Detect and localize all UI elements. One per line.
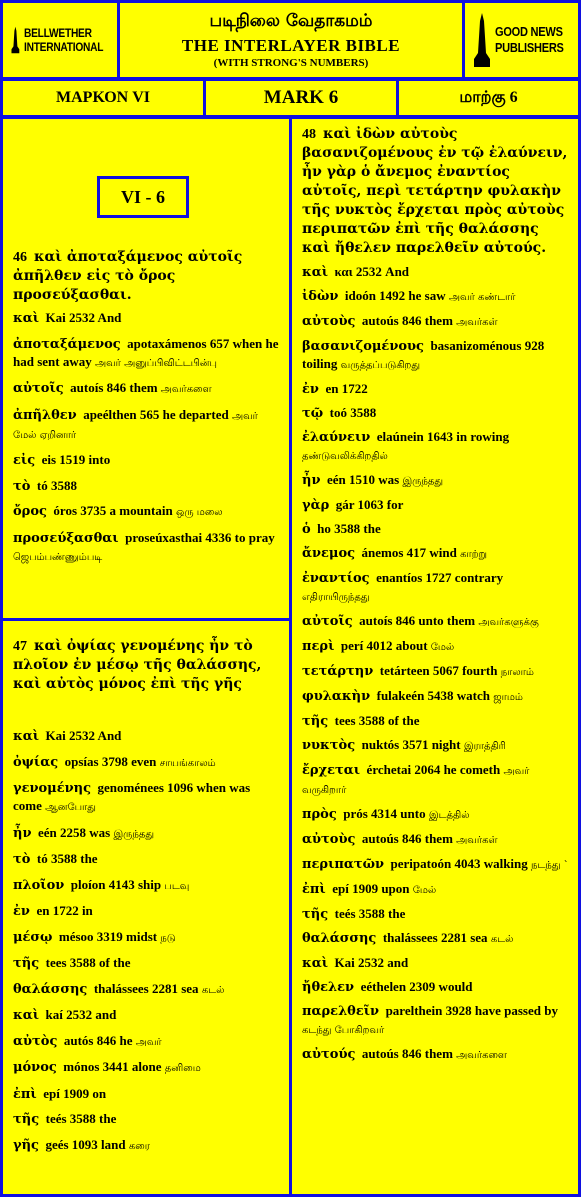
gloss: gár 1063 for bbox=[335, 497, 404, 512]
greek-word: αὐτοῖς bbox=[302, 614, 353, 629]
word-entry bbox=[302, 569, 570, 606]
verse-text: 48 καὶ ἰδὼν αὐτοὺς βασανιζομένους ἐν τῷ ἐλαύνειν, ἦν γὰρ ὁ ἄνεμος ἐναντίος αὐτοῖς, περὶ τετάρτην φυλακὴν τῆς νυκτὸς ἔρχεται πρὸς αὐτοὺς περιπατῶν ἐπὶ τῆς θαλάσσης καὶ ἤθελεν παρελθεῖν αὐτούς. bbox=[302, 126, 568, 256]
gloss: elaúnein 1643 in rowing bbox=[376, 429, 510, 444]
greek-word: ἰδὼν bbox=[302, 289, 339, 304]
panel-verse-47 bbox=[3, 621, 289, 1194]
gloss: apeélthen 565 he departed bbox=[83, 406, 229, 422]
word-entry bbox=[302, 496, 570, 514]
tamil-gloss: படவு bbox=[164, 880, 190, 892]
word-entry bbox=[13, 1006, 281, 1024]
gloss: tetárteen 5067 fourth bbox=[379, 663, 498, 678]
gloss: mónos 3441 alone bbox=[63, 1059, 162, 1074]
greek-word: ἐν bbox=[13, 904, 30, 919]
word-entry bbox=[302, 905, 570, 923]
greek-word: περιπατῶν bbox=[302, 857, 385, 872]
tamil-gloss: நாலாம் bbox=[500, 667, 534, 678]
title-block bbox=[120, 3, 462, 77]
tamil-gloss: அவர் bbox=[135, 1036, 162, 1048]
word-entry bbox=[13, 406, 281, 444]
gloss: autoís 846 unto them bbox=[359, 613, 476, 628]
word-entry bbox=[302, 263, 570, 281]
gloss: érchetai 2064 he cometh bbox=[366, 762, 501, 777]
title-subtitle: (WITH STRONG'S NUMBERS) bbox=[213, 57, 369, 69]
word-entry bbox=[302, 544, 570, 563]
gloss: epí 1909 upon bbox=[332, 881, 410, 896]
gloss: eéthelen 2309 would bbox=[360, 979, 473, 994]
gloss: ánemos 417 wind bbox=[361, 545, 457, 560]
word-entry bbox=[13, 309, 281, 327]
word-entry bbox=[302, 929, 570, 948]
greek-word: αὐτοῖς bbox=[13, 381, 64, 396]
greek-word: ἐπὶ bbox=[302, 882, 326, 897]
word-entry bbox=[13, 876, 281, 895]
gloss: tees 3588 of the bbox=[334, 713, 420, 728]
word-list bbox=[13, 727, 281, 1162]
greek-word: μόνος bbox=[13, 1060, 57, 1075]
greek-word: ἦν bbox=[13, 825, 32, 841]
tamil-gloss: இடத்தில் bbox=[428, 810, 470, 821]
gloss: και 2532 And bbox=[334, 264, 410, 279]
word-entry bbox=[13, 779, 281, 816]
word-entry bbox=[13, 1032, 281, 1051]
gloss: ploíon 4143 ship bbox=[70, 876, 162, 892]
greek-word: ὀψίας bbox=[13, 754, 59, 770]
greek-word: τετάρτην bbox=[302, 664, 374, 679]
gloss: Kai 2532 And bbox=[45, 728, 122, 743]
word-entry bbox=[13, 502, 281, 521]
gloss: proseúxasthai 4336 to pray bbox=[125, 529, 275, 545]
gloss: autós 846 he bbox=[63, 1032, 133, 1048]
greek-word: ὄρος bbox=[13, 504, 47, 519]
tamil-gloss: அவர்களுக்கு bbox=[478, 617, 539, 628]
greek-word: καὶ bbox=[13, 1008, 40, 1023]
gloss: teés 3588 the bbox=[45, 1111, 117, 1126]
greek-word: γὰρ bbox=[302, 498, 330, 513]
monument-icon bbox=[473, 13, 491, 67]
word-entry bbox=[302, 687, 570, 706]
greek-word: μέσῳ bbox=[13, 929, 53, 945]
gloss: epí 1909 on bbox=[43, 1085, 107, 1101]
greek-word: ἀπῆλθεν bbox=[13, 407, 77, 423]
word-entry bbox=[13, 379, 281, 398]
tamil-gloss: அவர்கள் bbox=[456, 835, 498, 846]
gloss: toó 3588 bbox=[329, 405, 377, 420]
word-entry bbox=[13, 335, 281, 372]
gloss: thalássees 2281 sea bbox=[382, 930, 488, 945]
gloss: opsías 3798 even bbox=[64, 753, 157, 769]
gloss: eis 1519 into bbox=[41, 452, 111, 467]
panel-verse-46 bbox=[3, 119, 289, 618]
tamil-gloss: கடல் bbox=[201, 984, 225, 996]
logo-left-line2: INTERNATIONAL bbox=[23, 40, 104, 54]
greek-word: γενομένης bbox=[13, 781, 91, 796]
gloss: ho 3588 the bbox=[317, 521, 381, 536]
greek-word: τῆς bbox=[13, 1112, 40, 1127]
tamil-gloss: அவர்களை bbox=[160, 384, 212, 395]
greek-word: ἀποταξάμενος bbox=[13, 336, 121, 352]
word-entry bbox=[302, 830, 570, 849]
gloss: autoús 846 them bbox=[361, 831, 453, 846]
tamil-gloss: அவர் மேல் ஏறினார் bbox=[13, 410, 258, 441]
greek-word: προσεύξασθαι bbox=[13, 530, 119, 546]
gloss: parelthein 3928 have passed by bbox=[385, 1003, 558, 1018]
tamil-gloss: ஆனபோது bbox=[45, 802, 96, 813]
tamil-gloss: இருந்தது bbox=[402, 476, 444, 487]
gloss: tó 3588 the bbox=[36, 851, 98, 866]
greek-word: τὸ bbox=[13, 852, 31, 867]
book-tamil bbox=[399, 81, 578, 115]
word-entry bbox=[13, 980, 281, 999]
gloss: autoús 846 them bbox=[361, 313, 453, 328]
tamil-gloss: அவர் கண்டார் bbox=[448, 292, 516, 303]
greek-word: αὐτούς bbox=[302, 1047, 356, 1062]
greek-word: ἐναντίος bbox=[302, 571, 370, 586]
gloss: enantíos 1727 contrary bbox=[376, 570, 504, 585]
tamil-gloss: காற்று bbox=[460, 549, 487, 560]
gloss: basanizoménous 928 toiling bbox=[302, 338, 545, 371]
word-entry bbox=[13, 1085, 281, 1103]
gloss: óros 3735 a mountain bbox=[53, 503, 173, 518]
word-entry bbox=[302, 312, 570, 331]
word-entry bbox=[13, 1058, 281, 1077]
word-entry bbox=[13, 753, 281, 772]
gloss: autoís 846 them bbox=[70, 380, 158, 395]
greek-word: αὐτοὺς bbox=[302, 832, 356, 847]
word-entry bbox=[302, 978, 570, 996]
book-english bbox=[206, 81, 396, 115]
gloss: genoménees 1096 when was come bbox=[13, 780, 251, 813]
word-list bbox=[302, 263, 570, 1070]
gloss: kaí 2532 and bbox=[45, 1007, 117, 1022]
word-entry bbox=[302, 380, 570, 398]
tamil-gloss: ஒரு மலை bbox=[175, 507, 223, 518]
tamil-gloss: கடல் bbox=[490, 934, 514, 945]
book-tamil-label: மாற்கு 6 bbox=[459, 89, 518, 106]
word-entry bbox=[302, 428, 570, 465]
greek-word: ἐλαύνειν bbox=[302, 430, 371, 445]
greek-word: περὶ bbox=[302, 639, 335, 654]
tamil-gloss: ஜாமம் bbox=[493, 692, 523, 703]
word-entry bbox=[13, 954, 281, 972]
tamil-gloss: இருந்தது bbox=[113, 828, 155, 840]
greek-word: φυλακὴν bbox=[302, 689, 371, 704]
word-entry bbox=[302, 736, 570, 755]
greek-word: ἐπὶ bbox=[13, 1086, 37, 1102]
word-entry bbox=[13, 850, 281, 868]
word-entry bbox=[302, 637, 570, 656]
tamil-gloss: தண்டுவலிக்கிறதில் bbox=[302, 451, 388, 462]
book-english-label: MARK 6 bbox=[263, 87, 339, 108]
tamil-gloss: அவர் அனுப்பிவிட்டபின்பு bbox=[95, 357, 217, 369]
greek-word: πλοῖον bbox=[13, 877, 65, 893]
greek-word: παρελθεῖν bbox=[302, 1004, 380, 1019]
book-greek bbox=[3, 81, 203, 115]
greek-word: τῆς bbox=[302, 907, 329, 922]
word-entry bbox=[302, 612, 570, 631]
gloss: peripatoón 4043 walking bbox=[390, 856, 528, 871]
greek-word: θαλάσσης bbox=[302, 931, 377, 946]
word-entry bbox=[302, 855, 570, 874]
gloss: nuktós 3571 night bbox=[361, 737, 461, 752]
greek-word: καὶ bbox=[302, 956, 329, 971]
tamil-gloss: மேல் bbox=[412, 885, 437, 896]
word-entry bbox=[13, 727, 281, 745]
tamil-gloss: நடந்து ` bbox=[531, 860, 569, 871]
title-tamil: படிநிலை வேதாகமம் bbox=[209, 11, 373, 31]
word-entry bbox=[302, 805, 570, 824]
gloss: fulakeén 5438 watch bbox=[376, 688, 491, 703]
word-entry bbox=[302, 287, 570, 306]
tamil-gloss: இராத்திரி bbox=[463, 741, 506, 752]
gloss: Kai 2532 and bbox=[334, 955, 409, 970]
tamil-gloss: கரை bbox=[128, 1140, 150, 1152]
greek-word: θαλάσσης bbox=[13, 981, 88, 997]
tamil-gloss: எதிராயிருந்தது bbox=[302, 592, 370, 603]
greek-word: τῷ bbox=[302, 406, 324, 421]
gloss: prós 4314 unto bbox=[343, 806, 426, 821]
gloss: Kai 2532 And bbox=[45, 310, 122, 325]
tamil-gloss: சாயங்காலம் bbox=[159, 757, 216, 769]
gloss: en 1722 in bbox=[36, 903, 93, 918]
word-entry bbox=[302, 471, 570, 490]
monument-icon bbox=[11, 13, 20, 67]
gloss: geés 1093 land bbox=[45, 1136, 126, 1152]
gloss: idoón 1492 he saw bbox=[344, 288, 446, 303]
panel-verse-48 bbox=[292, 119, 578, 1194]
greek-word: καὶ bbox=[13, 729, 40, 744]
greek-word: τῆς bbox=[13, 956, 40, 971]
gloss: eén 2258 was bbox=[37, 824, 111, 840]
word-entry bbox=[302, 954, 570, 972]
greek-word: τῆς bbox=[302, 714, 329, 729]
verse-text: 46 καὶ ἀποταξάμενος αὐτοῖς ἀπῆλθεν εἰς τὸ ὄρος προσεύξασθαι. bbox=[13, 249, 243, 303]
gloss: apotaxámenos 657 when he had sent away bbox=[13, 335, 279, 369]
tamil-gloss: கடந்து போகிறவர் bbox=[302, 1025, 385, 1036]
greek-word: εἰς bbox=[13, 453, 36, 468]
logo-left-line1: BELLWETHER bbox=[23, 26, 92, 40]
tamil-gloss: மேல் bbox=[430, 642, 455, 653]
greek-word: νυκτὸς bbox=[302, 738, 356, 753]
word-entry bbox=[13, 1136, 281, 1155]
word-entry bbox=[302, 662, 570, 681]
greek-word: ἤθελεν bbox=[302, 980, 355, 995]
gloss: tees 3588 of the bbox=[45, 955, 131, 970]
section-label: VI - 6 bbox=[97, 176, 189, 218]
word-entry bbox=[302, 761, 570, 799]
tamil-gloss: அவர் வருகிறார் bbox=[302, 766, 530, 796]
word-entry bbox=[13, 1110, 281, 1128]
gloss: autoús 846 them bbox=[361, 1046, 453, 1061]
word-entry bbox=[13, 824, 281, 843]
greek-word: αὐτοὺς bbox=[302, 314, 356, 329]
gloss: en 1722 bbox=[325, 381, 368, 396]
word-entry bbox=[302, 1045, 570, 1064]
tamil-gloss: வருத்தப்படுகிறது bbox=[340, 360, 421, 371]
title-english: THE INTERLAYER BIBLE bbox=[181, 36, 401, 55]
word-entry bbox=[13, 928, 281, 947]
tamil-gloss: நடு bbox=[160, 932, 176, 944]
greek-word: ἦν bbox=[302, 473, 321, 488]
greek-word: αὐτὸς bbox=[13, 1033, 58, 1049]
book-greek-label: ΜΑΡΚΟΝ VI bbox=[56, 89, 150, 106]
word-entry bbox=[302, 404, 570, 422]
gloss: thalássees 2281 sea bbox=[93, 980, 199, 996]
tamil-gloss: அவர்களை bbox=[456, 1050, 507, 1061]
word-entry bbox=[13, 902, 281, 920]
greek-word: καὶ bbox=[302, 265, 329, 280]
tamil-gloss: அவர்கள் bbox=[456, 317, 498, 328]
word-entry bbox=[302, 880, 570, 899]
tamil-gloss: தனிமை bbox=[164, 1063, 201, 1074]
gloss: teés 3588 the bbox=[334, 906, 406, 921]
logo-good-news bbox=[465, 3, 578, 77]
word-entry bbox=[302, 520, 570, 538]
greek-word: γῆς bbox=[13, 1137, 39, 1153]
greek-word: τὸ bbox=[13, 478, 31, 494]
logo-right-line1: GOOD NEWS bbox=[495, 24, 563, 39]
greek-word: καὶ bbox=[13, 311, 40, 326]
greek-word: ὁ bbox=[302, 522, 311, 537]
word-list bbox=[13, 309, 281, 573]
word-entry bbox=[13, 529, 281, 566]
gloss: eén 1510 was bbox=[326, 472, 400, 487]
verse-text: 47 καὶ ὀψίας γενομένης ἦν τὸ πλοῖον ἐν μέσῳ τῆς θαλάσσης, καὶ αὐτὸς μόνος ἐπὶ τῆς γῆς bbox=[13, 638, 262, 692]
word-entry bbox=[302, 712, 570, 730]
word-entry bbox=[302, 337, 570, 374]
greek-word: ἄνεμος bbox=[302, 546, 356, 561]
gloss: mésoo 3319 midst bbox=[58, 928, 158, 944]
greek-word: βασανιζομένους bbox=[302, 339, 424, 354]
greek-word: ἔρχεται bbox=[302, 763, 361, 778]
greek-word: πρὸς bbox=[302, 807, 337, 822]
word-entry bbox=[13, 451, 281, 469]
word-entry bbox=[13, 477, 281, 495]
gloss: tó 3588 bbox=[36, 477, 78, 493]
logo-bellwether bbox=[3, 3, 117, 77]
tamil-gloss: ஜெபம்பண்ணும்படி bbox=[13, 551, 103, 563]
word-entry bbox=[302, 1002, 570, 1039]
greek-word: ἐν bbox=[302, 382, 319, 397]
logo-right-line2: PUBLISHERS bbox=[495, 40, 564, 55]
gloss: perí 4012 about bbox=[340, 638, 428, 653]
